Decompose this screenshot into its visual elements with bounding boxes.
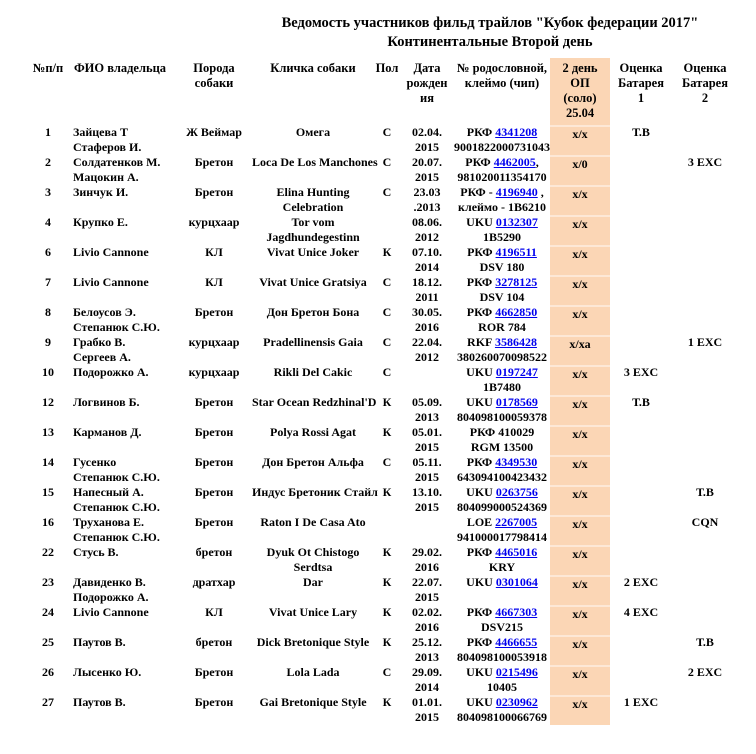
cell-score-battery-2 — [672, 425, 738, 455]
cell-score-battery-1: 3 EXC — [623, 365, 659, 379]
cell-score-battery-1 — [610, 305, 672, 335]
pedigree-link[interactable]: 0178569 — [495, 395, 538, 409]
cell-score-battery-2: CQN — [691, 515, 719, 529]
table-row — [32, 635, 756, 665]
cell-day2-op: х/х — [550, 515, 610, 545]
cell-owner: Зайцева Т Стаферов И. — [73, 125, 142, 154]
cell-num: 12 — [42, 395, 54, 409]
cell-num: 3 — [45, 185, 51, 199]
cell-birth-date: 30.05. 2016 — [412, 305, 442, 334]
cell-pedigree: UKU 0132307 1В5290 — [466, 215, 538, 244]
column-header-breed: Порода собаки — [193, 61, 235, 90]
table-row — [32, 395, 756, 425]
cell-breed: Бретон — [194, 425, 234, 439]
cell-num: 2 — [45, 155, 51, 169]
cell-score-battery-2 — [672, 275, 738, 305]
cell-owner: Белоусов Э. Степанюк С.Ю. — [73, 305, 160, 334]
cell-sex — [374, 215, 400, 245]
cell-owner: Давиденко В. Подорожко А. — [73, 575, 149, 604]
cell-score-battery-2 — [672, 185, 738, 215]
pedigree-link[interactable]: 4196940 — [495, 185, 538, 199]
cell-num: 27 — [42, 695, 54, 709]
cell-num: 6 — [45, 245, 51, 259]
cell-breed: КЛ — [205, 605, 223, 619]
cell-dog-name: Дон Бретон Альфа — [262, 455, 364, 469]
cell-dog-name: Pradellinensis Gaia — [263, 335, 363, 349]
cell-breed: курцхаар — [188, 215, 240, 229]
cell-pedigree: РКФ 4349530 643094100423432 — [457, 455, 547, 484]
cell-sex: С — [382, 665, 392, 679]
cell-num: 26 — [42, 665, 54, 679]
cell-dog-name: Vivat Unice Lary — [268, 605, 358, 619]
cell-birth-date: 22.07. 2015 — [412, 575, 442, 604]
cell-score-battery-2 — [672, 215, 738, 245]
cell-score-battery-1 — [610, 635, 672, 665]
cell-num: 22 — [42, 545, 54, 559]
cell-day2-op: х/х — [550, 665, 610, 695]
cell-num: 10 — [42, 365, 54, 379]
table-row — [32, 455, 756, 485]
table-body — [32, 125, 756, 725]
cell-dog-name: Star Ocean Redzhinal'D — [252, 395, 377, 409]
cell-pedigree: UKU 0178569 804098100059378 — [457, 395, 547, 424]
cell-sex: К — [382, 605, 392, 619]
cell-birth-date: 07.10. 2014 — [412, 245, 442, 274]
cell-score-battery-2: Т.В — [696, 485, 714, 499]
pedigree-link[interactable]: 0215496 — [495, 665, 538, 679]
cell-num: 4 — [45, 215, 51, 229]
pedigree-link[interactable]: 4462005 — [493, 155, 536, 169]
cell-birth-date: 05.11. 2015 — [412, 455, 442, 484]
cell-day2-op: х/х — [550, 545, 610, 575]
cell-score-battery-2: 1 EXC — [687, 335, 723, 349]
cell-breed: Ж Веймар — [186, 125, 242, 139]
cell-breed: Бретон — [194, 185, 234, 199]
cell-score-battery-2 — [672, 395, 738, 425]
cell-owner: Солдатенков М. Мацокин А. — [73, 155, 161, 184]
cell-sex: К — [382, 635, 392, 649]
cell-num: 14 — [42, 455, 54, 469]
cell-dog-name: Vivat Unice Gratsiya — [259, 275, 367, 289]
cell-birth-date: 08.06. 2012 — [412, 215, 442, 244]
pedigree-link[interactable]: 4196511 — [495, 245, 537, 259]
cell-sex: К — [382, 425, 392, 439]
cell-score-battery-1 — [610, 455, 672, 485]
pedigree-link[interactable]: 0132307 — [495, 215, 538, 229]
cell-day2-op: х/х — [550, 485, 610, 515]
cell-day2-op: х/х — [550, 365, 610, 395]
table-row — [32, 695, 756, 725]
cell-dog-name: Dar — [303, 575, 323, 589]
column-header-birth-date: Дата рожден ия — [406, 61, 448, 105]
pedigree-link[interactable]: 3278125 — [495, 275, 538, 289]
column-header-day2: 2 день ОП (соло) 25.04 — [550, 58, 610, 125]
cell-pedigree: UKU 0301064 — [466, 575, 538, 589]
participants-table — [0, 58, 756, 725]
cell-dog-name: Омега — [295, 125, 331, 139]
cell-pedigree: РКФ - 4196940 , клеймо - 1В6210 — [458, 185, 546, 214]
cell-num: 9 — [45, 335, 51, 349]
cell-dog-name: Vivat Unice Joker — [266, 245, 360, 259]
cell-owner: Livio Cannone — [73, 245, 149, 259]
cell-breed: Бретон — [194, 155, 234, 169]
cell-breed: КЛ — [205, 245, 223, 259]
cell-dog-name: Gai Bretonique Style — [259, 695, 367, 709]
cell-score-battery-2 — [672, 455, 738, 485]
cell-birth-date: 02.02. 2016 — [412, 605, 442, 634]
pedigree-link[interactable]: 0301064 — [495, 575, 538, 589]
cell-birth-date: 18.12. 2011 — [412, 275, 442, 304]
cell-num: 25 — [42, 635, 54, 649]
table-row — [32, 215, 756, 245]
cell-score-battery-1 — [610, 155, 672, 185]
document-header — [230, 0, 750, 52]
cell-birth-date: 29.02. 2016 — [412, 545, 442, 574]
table-row — [32, 665, 756, 695]
cell-sex: С — [382, 335, 392, 349]
column-header-score-battery-2: Оценка Батарея 2 — [682, 61, 728, 105]
cell-day2-op: х/х — [550, 575, 610, 605]
pedigree-link[interactable]: 4662850 — [495, 305, 538, 319]
cell-pedigree: UKU 0215496 10405 — [466, 665, 538, 694]
pedigree-link[interactable]: 0230962 — [495, 695, 538, 709]
cell-score-battery-1: 4 EXC — [623, 605, 659, 619]
column-header-num: №п/п — [32, 61, 64, 75]
cell-breed: Бретон — [194, 455, 234, 469]
table-row — [32, 275, 756, 305]
cell-score-battery-1: 1 EXC — [623, 695, 659, 709]
pedigree-link[interactable]: 0197247 — [495, 365, 538, 379]
cell-sex: К — [382, 485, 392, 499]
cell-pedigree: LOE 2267005 941000017798414 — [457, 515, 547, 544]
cell-score-battery-1 — [610, 545, 672, 575]
table-row — [32, 245, 756, 275]
cell-day2-op: х/х — [550, 305, 610, 335]
cell-score-battery-1 — [610, 245, 672, 275]
cell-score-battery-2 — [672, 695, 738, 725]
cell-birth-date: 29.09. 2014 — [412, 665, 442, 694]
cell-day2-op: х/0 — [550, 155, 610, 185]
cell-sex: С — [382, 155, 392, 169]
cell-score-battery-2 — [672, 575, 738, 605]
cell-pedigree: РКФ 4462005, 981020011354170 — [457, 155, 547, 184]
cell-score-battery-1 — [610, 215, 672, 245]
cell-owner: Паутов В. — [73, 635, 126, 649]
cell-num: 7 — [45, 275, 51, 289]
cell-owner: Логвинов Б. — [73, 395, 140, 409]
cell-day2-op: х/х — [550, 455, 610, 485]
cell-score-battery-1 — [610, 335, 672, 365]
cell-sex: К — [382, 545, 392, 559]
cell-sex — [374, 515, 400, 545]
table-row — [32, 335, 756, 365]
cell-score-battery-2: 3 EXC — [687, 155, 723, 169]
cell-birth-date: 02.04. 2015 — [412, 125, 442, 154]
cell-pedigree: РКФ 4667303 DSV215 — [466, 605, 538, 634]
cell-score-battery-1: Т.В — [632, 125, 650, 139]
cell-birth-date: 25.12. 2013 — [412, 635, 442, 664]
cell-day2-op: х/х — [550, 125, 610, 155]
pedigree-link[interactable]: 4341208 — [495, 125, 538, 139]
cell-pedigree: РКФ 4466655 804098100053918 — [457, 635, 547, 664]
cell-pedigree: UKU 0263756 804099000524369 — [457, 485, 547, 514]
cell-score-battery-1 — [610, 185, 672, 215]
cell-pedigree: РКФ 4196511 DSV 180 — [467, 245, 537, 274]
cell-sex: С — [382, 305, 392, 319]
pedigree-link[interactable]: 4349530 — [495, 455, 538, 469]
cell-pedigree: UKU 0230962 804098100066769 — [457, 695, 547, 724]
cell-num: 15 — [42, 485, 54, 499]
cell-score-battery-2: Т.В — [696, 635, 714, 649]
cell-birth-date: 13.10. 2015 — [412, 485, 442, 514]
cell-breed: бретон — [195, 635, 233, 649]
table-row — [32, 425, 756, 455]
cell-owner: Livio Cannone — [73, 275, 149, 289]
cell-breed: Бретон — [194, 665, 234, 679]
table-row — [32, 605, 756, 635]
cell-score-battery-2 — [672, 365, 738, 395]
cell-day2-op: х/х — [550, 185, 610, 215]
cell-birth-date: 22.04. 2012 — [412, 335, 442, 364]
cell-sex: С — [382, 365, 392, 379]
cell-birth-date: 23.03 .2013 — [413, 185, 441, 214]
cell-score-battery-1 — [610, 425, 672, 455]
cell-sex: С — [382, 275, 392, 289]
cell-dog-name: Дон Бретон Бона — [266, 305, 360, 319]
table-row — [32, 305, 756, 335]
cell-score-battery-1 — [610, 275, 672, 305]
cell-num: 8 — [45, 305, 51, 319]
table-row — [32, 485, 756, 515]
cell-dog-name: Индус Бретоник Стайл — [252, 485, 378, 499]
cell-owner: Карманов Д. — [73, 425, 142, 439]
cell-day2-op: х/х — [550, 215, 610, 245]
cell-sex: К — [382, 245, 392, 259]
cell-sex: С — [382, 185, 392, 199]
cell-owner: Стусь В. — [73, 545, 119, 559]
column-header-dog-name: Кличка собаки — [270, 61, 356, 75]
cell-dog-name: Rikli Del Cakic — [273, 365, 353, 379]
table-row — [32, 155, 756, 185]
cell-sex: К — [382, 395, 392, 409]
cell-day2-op: х/ха — [550, 335, 610, 365]
cell-breed: Бретон — [194, 485, 234, 499]
column-header-pedigree: № родословной, клеймо (чип) — [456, 61, 548, 90]
table-header-row — [32, 58, 756, 125]
cell-score-battery-2 — [672, 605, 738, 635]
table-row — [32, 185, 756, 215]
cell-day2-op: х/х — [550, 605, 610, 635]
cell-owner: Напесный А. Степанюк С.Ю. — [73, 485, 160, 514]
table-row — [32, 365, 756, 395]
cell-breed: курцхаар — [188, 365, 240, 379]
cell-score-battery-1 — [610, 485, 672, 515]
cell-dog-name: Dick Bretonique Style — [256, 635, 370, 649]
pedigree-link[interactable]: 4667303 — [495, 605, 538, 619]
cell-dog-name: Dyuk Ot Chistogo Serdtsa — [266, 545, 360, 574]
cell-num: 24 — [42, 605, 54, 619]
document-subtitle: Континентальные Второй день — [387, 34, 593, 50]
cell-day2-op: х/х — [550, 695, 610, 725]
cell-breed: дратхар — [192, 575, 236, 589]
cell-owner: Труханова Е. Степанюк С.Ю. — [73, 515, 160, 544]
cell-score-battery-1 — [610, 515, 672, 545]
cell-pedigree: UKU 0197247 1В7480 — [466, 365, 538, 394]
cell-owner: Подорожко А. — [73, 365, 149, 379]
cell-dog-name: Tor vom Jagdhundegestinn — [266, 215, 360, 244]
cell-birth-date: 05.01. 2015 — [412, 425, 442, 454]
cell-num: 16 — [42, 515, 54, 529]
cell-dog-name: Lola Lada — [286, 665, 340, 679]
cell-sex: С — [382, 455, 392, 469]
cell-score-battery-2 — [672, 305, 738, 335]
cell-pedigree: РКФ 4341208 9001822000731043 — [454, 125, 550, 154]
document-title: Ведомость участников фильд трайлов "Кубок федерации 2017" — [281, 15, 699, 31]
cell-birth-date: 05.09. 2013 — [412, 395, 442, 424]
cell-breed: Бретон — [194, 695, 234, 709]
cell-owner: Паутов В. — [73, 695, 126, 709]
cell-owner: Лысенко Ю. — [73, 665, 142, 679]
cell-pedigree: РКФ 4662850 ROR 784 — [466, 305, 538, 334]
cell-day2-op: х/х — [550, 425, 610, 455]
column-header-score-battery-1: Оценка Батарея 1 — [618, 61, 664, 105]
pedigree-link[interactable]: 0263756 — [495, 485, 538, 499]
cell-owner: Грабко В. Сергеев А. — [73, 335, 131, 364]
pedigree-link[interactable]: 2267005 — [495, 515, 538, 529]
cell-score-battery-1: 2 EXC — [623, 575, 659, 589]
table-row — [32, 545, 756, 575]
cell-sex: К — [382, 575, 392, 589]
pedigree-link[interactable]: 4466655 — [495, 635, 538, 649]
cell-breed: бретон — [195, 545, 233, 559]
cell-score-battery-1: Т.В — [632, 395, 650, 409]
table-row — [32, 515, 756, 545]
pedigree-link[interactable]: 3586428 — [494, 335, 537, 349]
cell-day2-op: х/х — [550, 635, 610, 665]
cell-dog-name: Loca De Los Manchones — [252, 155, 378, 169]
cell-breed: Бретон — [194, 515, 234, 529]
column-header-sex: Пол — [375, 61, 399, 75]
cell-score-battery-2 — [672, 245, 738, 275]
cell-birth-date: 20.07. 2015 — [412, 155, 442, 184]
cell-score-battery-1 — [610, 665, 672, 695]
cell-sex: К — [382, 695, 392, 709]
cell-owner: Livio Cannone — [73, 605, 149, 619]
cell-owner: Зинчук И. — [73, 185, 129, 199]
cell-breed: курцхаар — [188, 335, 240, 349]
cell-owner: Гусенко Степанюк С.Ю. — [73, 455, 160, 484]
pedigree-link[interactable]: 4465016 — [495, 545, 538, 559]
cell-dog-name: Elina Hunting Celebration — [276, 185, 350, 214]
cell-breed: Бретон — [194, 305, 234, 319]
column-header-owner: ФИО владельца — [73, 61, 167, 75]
table-row — [32, 125, 756, 155]
cell-num: 1 — [45, 125, 51, 139]
cell-birth-date — [400, 515, 454, 545]
cell-birth-date: 01.01. 2015 — [412, 695, 442, 724]
cell-pedigree: РКФ 4465016 KRY — [466, 545, 538, 574]
cell-breed: Бретон — [194, 395, 234, 409]
cell-owner: Крупко Е. — [73, 215, 128, 229]
cell-day2-op: х/х — [550, 245, 610, 275]
cell-score-battery-2 — [672, 125, 738, 155]
cell-score-battery-2 — [672, 545, 738, 575]
cell-birth-date — [400, 365, 454, 395]
cell-sex: С — [382, 125, 392, 139]
cell-day2-op: х/х — [550, 395, 610, 425]
cell-pedigree: RKF 3586428 380260070098522 — [457, 335, 547, 364]
cell-dog-name: Polya Rossi Agat — [269, 425, 356, 439]
cell-num: 23 — [42, 575, 54, 589]
cell-num: 13 — [42, 425, 54, 439]
cell-breed: КЛ — [205, 275, 223, 289]
cell-dog-name: Raton I De Casa Ato — [260, 515, 366, 529]
cell-day2-op: х/х — [550, 275, 610, 305]
cell-pedigree: РКФ 410029 RGM 13500 — [469, 425, 535, 454]
cell-pedigree: РКФ 3278125 DSV 104 — [466, 275, 538, 304]
cell-score-battery-2: 2 EXC — [687, 665, 723, 679]
table-row — [32, 575, 756, 605]
